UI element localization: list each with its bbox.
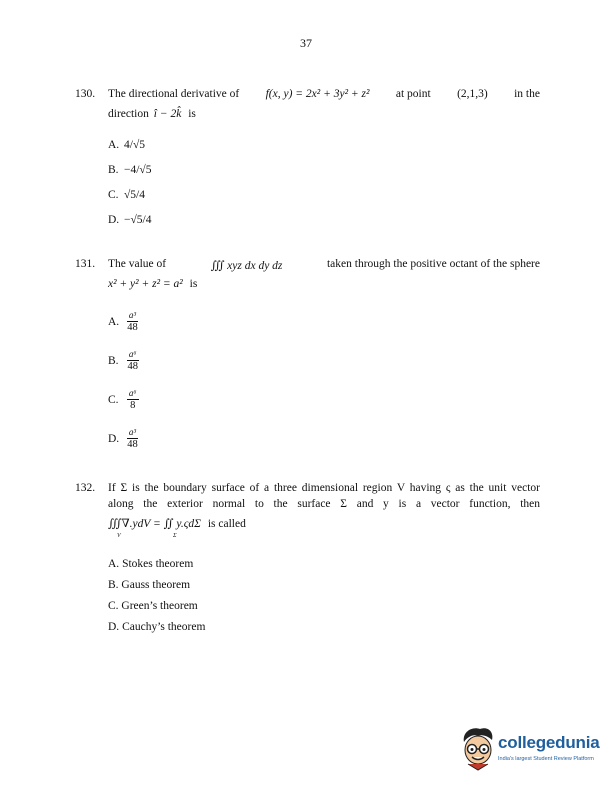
- question-text-part: The directional derivative of: [108, 88, 240, 100]
- denominator: 48: [127, 361, 138, 372]
- numerator: a⁶: [128, 388, 137, 398]
- option-text: 4/√5: [124, 139, 146, 151]
- numerator: a³: [128, 427, 137, 437]
- option-label: D.: [108, 621, 120, 633]
- sphere-equation: x² + y² + z² = a²: [108, 278, 183, 290]
- fraction: [127, 350, 139, 373]
- option-label: D.: [108, 432, 120, 445]
- page-number: 37: [300, 36, 312, 50]
- question-number: 130.: [75, 88, 96, 100]
- question-text-part: taken through the positive octant of the sphere: [326, 258, 540, 270]
- denominator: 8: [130, 400, 136, 411]
- question-text-part: The value of: [108, 258, 167, 270]
- denominator: 48: [127, 322, 138, 333]
- option-text: Cauchy’s theorem: [122, 621, 206, 633]
- option-label: B.: [108, 354, 119, 367]
- option-label: D.: [108, 214, 120, 226]
- option: [108, 389, 139, 412]
- divergence-equation: ∭∇.ydV = ∬ y.ςdΣ: [108, 518, 201, 530]
- option: [108, 350, 139, 373]
- question-text: [108, 88, 540, 100]
- option-text: √5/4: [124, 189, 146, 201]
- option-label: B.: [108, 164, 119, 176]
- fraction: [127, 428, 138, 451]
- fraction: [127, 389, 139, 412]
- option-text: −4/√5: [124, 164, 152, 176]
- numerator: a³: [128, 310, 137, 320]
- question-text-part: is called: [207, 518, 246, 530]
- numerator: a⁶: [128, 349, 137, 359]
- option-label: B.: [108, 579, 119, 591]
- question-text-line2: [108, 278, 197, 290]
- option: [108, 189, 145, 201]
- direction-vector: î − 2k̂: [153, 108, 182, 120]
- integral-expression: ∭ xyz dx dy dz: [210, 260, 283, 272]
- option: [108, 600, 198, 612]
- option: [108, 139, 145, 151]
- option-label: C.: [108, 600, 119, 612]
- question-text-part: is: [188, 108, 196, 120]
- question-text-line3: [108, 516, 246, 530]
- option: [108, 311, 138, 334]
- function-expression: f(x, y) = 2x² + 3y² + z²: [265, 88, 370, 100]
- logo-wordmark: collegedunia: [498, 733, 600, 752]
- question-number: 132.: [75, 482, 96, 494]
- option: [108, 164, 152, 176]
- option-label: A.: [108, 558, 120, 570]
- logo-mascot-icon: [458, 726, 498, 772]
- integral-subscript-sigma: Σ: [173, 533, 177, 539]
- option-text: Gauss theorem: [121, 579, 191, 591]
- option: [108, 621, 205, 633]
- option: [108, 428, 138, 451]
- option: [108, 214, 152, 226]
- question-text-part: is: [189, 278, 198, 290]
- option-text: Stokes theorem: [122, 558, 194, 570]
- fraction: [127, 311, 138, 334]
- option-label: A.: [108, 139, 120, 151]
- option-text: Green’s theorem: [121, 600, 198, 612]
- option: [108, 558, 193, 570]
- option-text: −√5/4: [124, 214, 152, 226]
- logo-tagline: India's largest Student Review Platform: [498, 756, 594, 762]
- denominator: 48: [127, 439, 138, 450]
- question-text-line1: If Σ is the boundary surface of a three dimensional region V having ς as the unit vector: [108, 482, 540, 494]
- integral-subscript-v: V: [117, 533, 121, 539]
- option-label: A.: [108, 315, 120, 328]
- question-text-line2: [108, 108, 196, 120]
- option: [108, 579, 190, 591]
- question-text-part: in the: [514, 88, 540, 100]
- point-expression: (2,1,3): [457, 88, 488, 100]
- question-text: [108, 258, 540, 272]
- question-number: 131.: [75, 258, 96, 270]
- option-label: C.: [108, 189, 119, 201]
- question-text-line2: along the exterior normal to the surface Σ and y is a vector function, then: [108, 498, 540, 510]
- option-label: C.: [108, 393, 119, 406]
- question-text-part: at point: [395, 88, 431, 100]
- question-text-part: direction: [108, 108, 149, 120]
